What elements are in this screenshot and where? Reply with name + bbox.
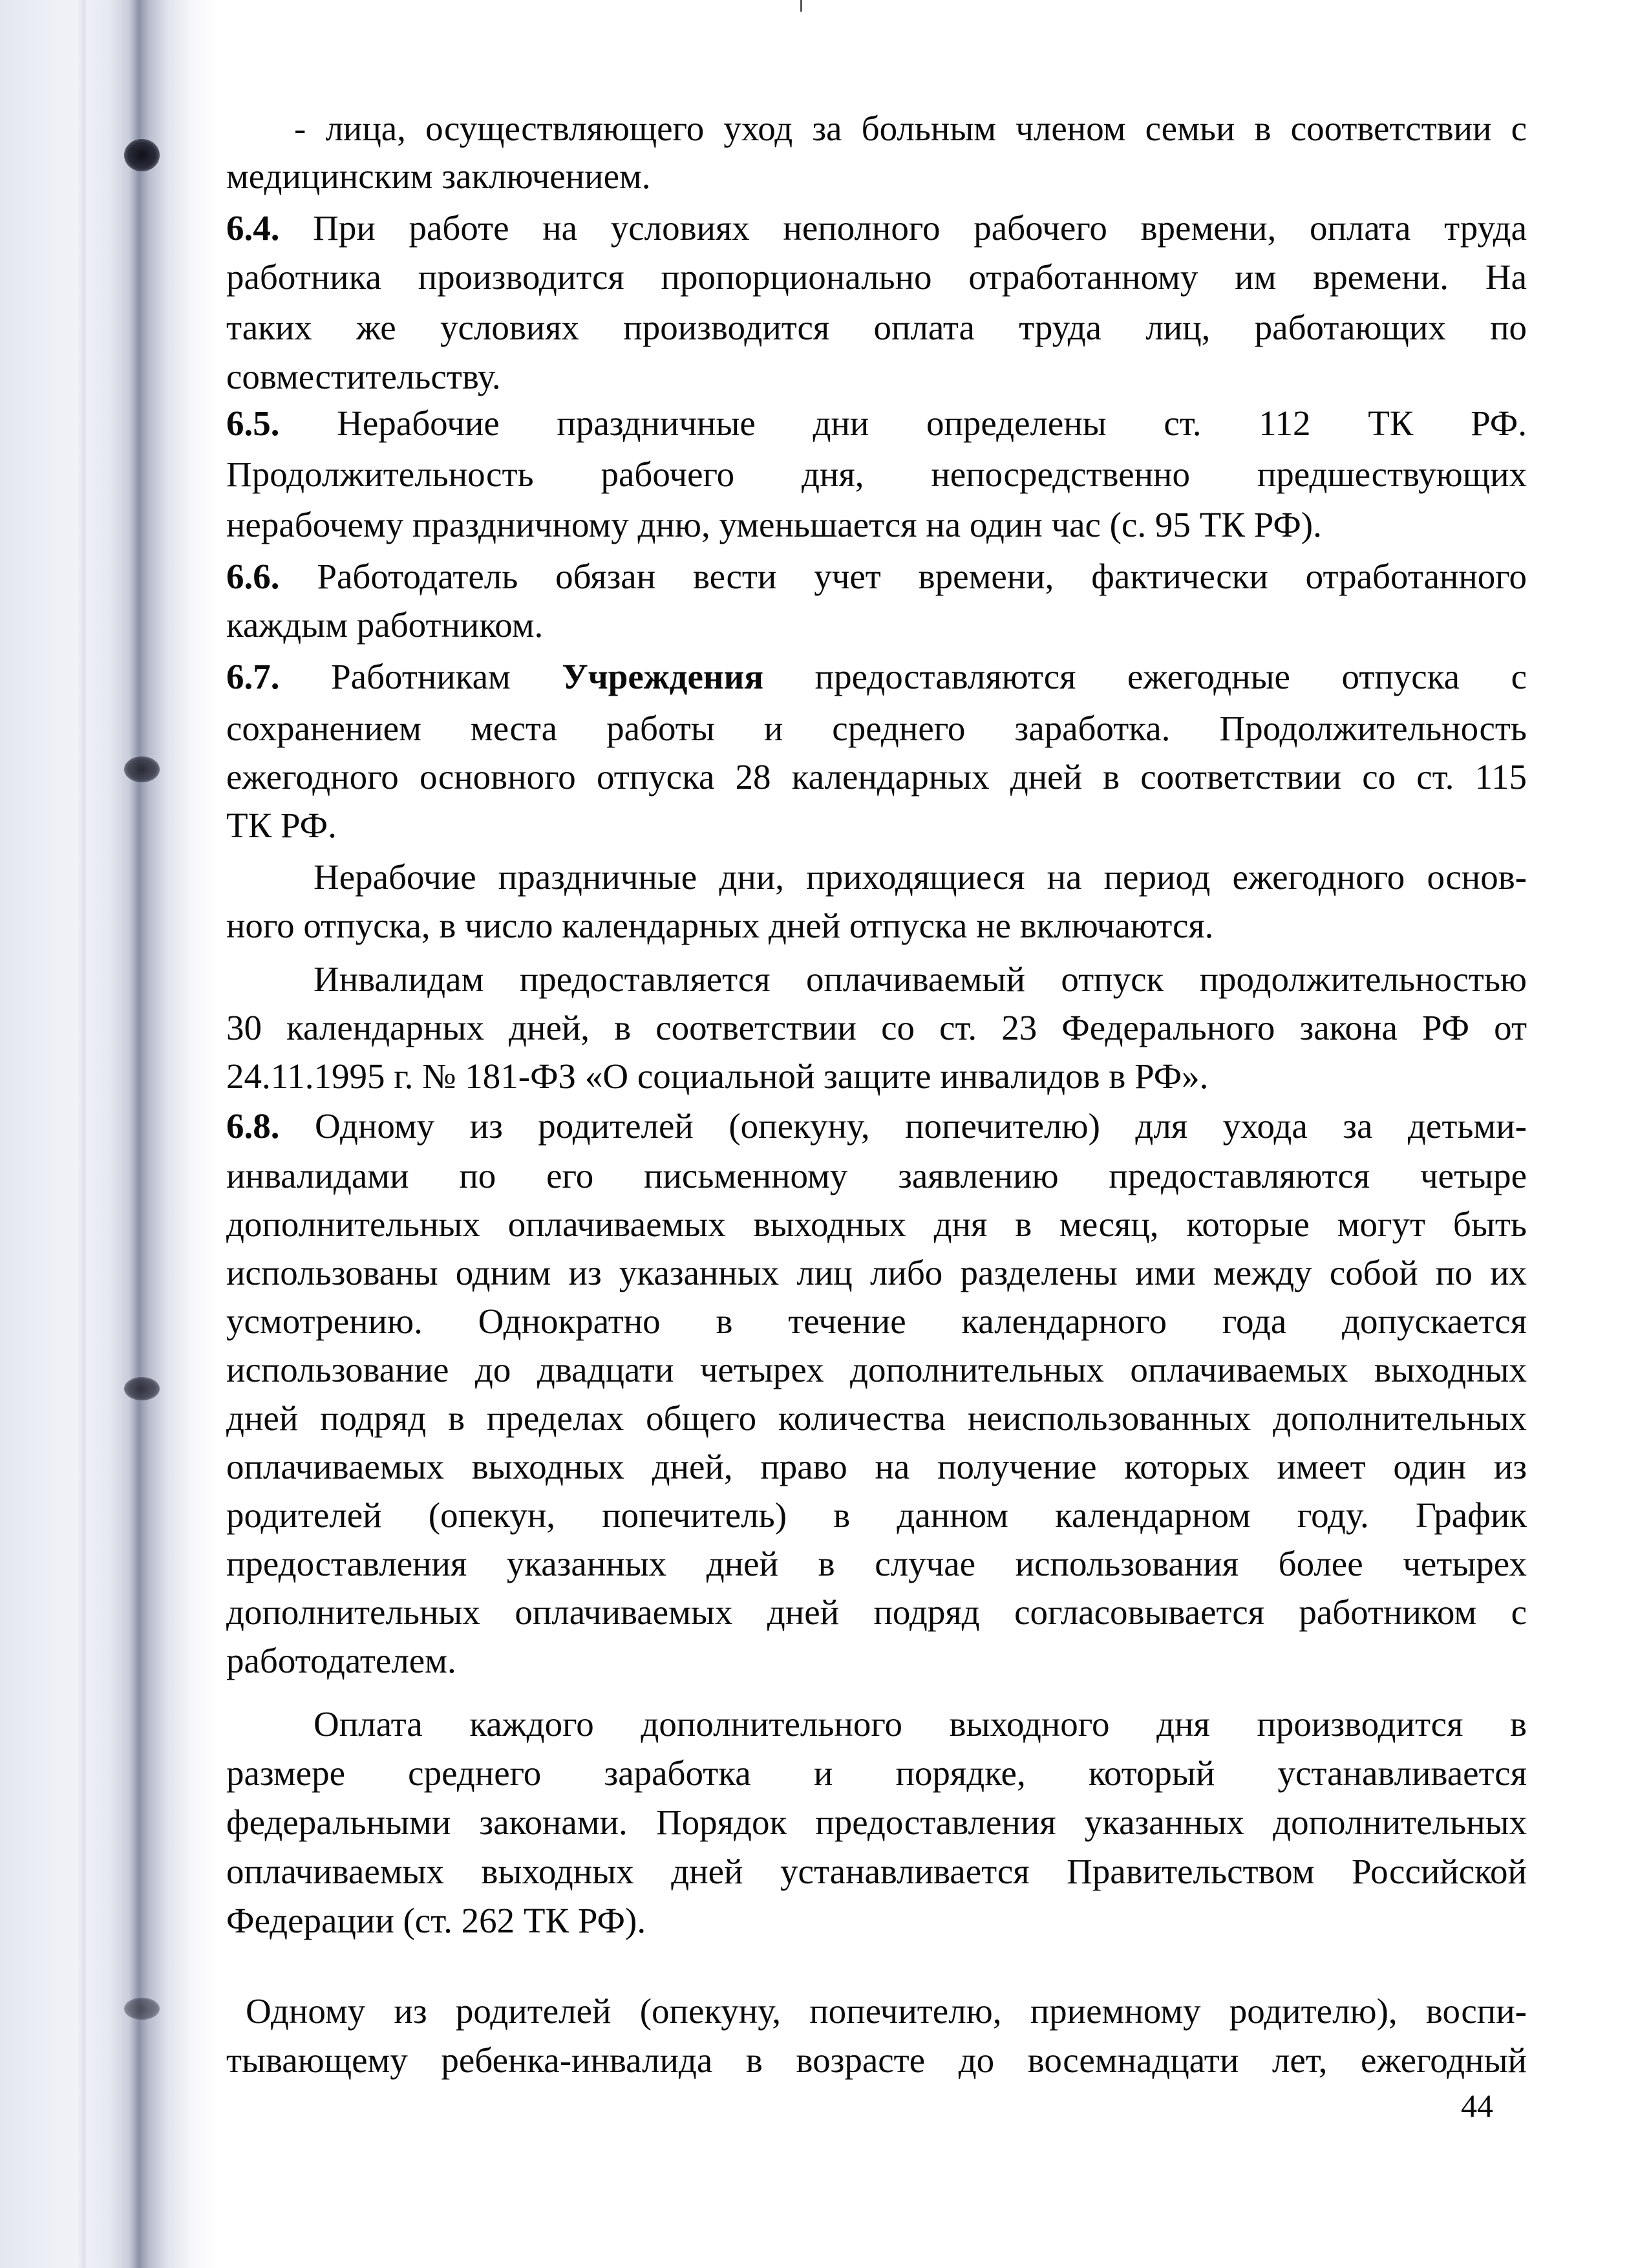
text-line: Федерации (ст. 262 ТК РФ). [226, 1901, 646, 1940]
text-line: ежегодного основного отпуска 28 календарных дней в соответствии со ст. 115 [226, 757, 1527, 797]
text-line: дней подряд в пределах общего количества неиспользованных дополнительных [226, 1398, 1527, 1438]
clause-6-4: 6.4. При работе на условиях неполного рабочего времени, оплата труда [226, 208, 1527, 248]
text-line: использование до двадцати четырех дополнительных оплачиваемых выходных [226, 1350, 1527, 1389]
clause-number: 6.6. [226, 557, 280, 596]
clause-6-7: 6.7. Работникам Учреждения предоставляются ежегодные отпуска с [226, 657, 1527, 696]
text-line: Продолжительность рабочего дня, непосредственно предшествующих [226, 455, 1527, 494]
text-line: инвалидами по его письменному заявлению предоставляются четыре [226, 1156, 1527, 1195]
clause-6-5: 6.5. Нерабочие праздничные дни определены ст. 112 ТК РФ. [226, 403, 1527, 443]
clause-number: 6.7. [226, 657, 280, 696]
text-line: Инвалидам предоставляется оплачиваемый отпуск продолжительностью [314, 959, 1527, 999]
text-line: Нерабочие праздничные дни, приходящиеся на период ежегодного основ- [314, 857, 1527, 897]
clause-6-6: 6.6. Работодатель обязан вести учет времени, фактически отработанного [226, 557, 1527, 596]
text-line: использованы одним из указанных лиц либо разделены ими между собой по их [226, 1253, 1527, 1292]
text-line: ного отпуска, в число календарных дней отпуска не включаются. [226, 906, 1214, 945]
binder-hole-mark [124, 139, 160, 171]
binder-hole-mark [124, 1377, 160, 1400]
text-line: - лица, осуществляющего уход за больным членом семьи в соответствии с [294, 109, 1527, 148]
text-line: нерабочему праздничному дню, уменьшается на один час (с. 95 ТК РФ). [226, 505, 1322, 544]
text-line: совместительству. [226, 357, 501, 396]
text-line: оплачиваемых выходных дней, право на получение которых имеет один из [226, 1447, 1527, 1486]
text-line: 30 календарных дней, в соответствии со ст. 23 Федерального закона РФ от [226, 1008, 1527, 1047]
text-line: тывающему ребенка-инвалида в возрасте до восемнадцати лет, ежегодный [226, 2040, 1527, 2080]
text-line: 24.11.1995 г. № 181-ФЗ «О социальной защите инвалидов в РФ». [226, 1056, 1209, 1096]
text-line: работника производится пропорционально отработанному им времени. На [226, 257, 1527, 297]
text-line: родителей (опекун, попечитель) в данном календарном году. График [226, 1495, 1527, 1535]
text-line: Оплата каждого дополнительного выходного дня производится в [314, 1704, 1527, 1744]
scan-mark [800, 0, 802, 12]
text-line: таких же условиях производится оплата труда лиц, работающих по [226, 308, 1527, 347]
text-line: предоставления указанных дней в случае использования более четырех [226, 1544, 1527, 1583]
text-line: каждым работником. [226, 605, 544, 645]
binder-hole-mark [124, 1998, 160, 2020]
clause-number: 6.8. [226, 1106, 280, 1146]
text-line: работодателем. [226, 1641, 456, 1680]
text-line: сохранением места работы и среднего заработка. Продолжительность [226, 709, 1527, 748]
text-line: Одному из родителей (опекуну, попечителю, приемному родителю), воспи- [246, 1991, 1527, 2031]
text-line: дополнительных оплачиваемых выходных дня в месяц, которые могут быть [226, 1204, 1527, 1244]
clause-number: 6.4. [226, 208, 280, 248]
page-number: 44 [1461, 2088, 1493, 2124]
text-line: дополнительных оплачиваемых дней подряд согласовывается работником с [226, 1592, 1527, 1632]
clause-number: 6.5. [226, 403, 280, 443]
text-line: усмотрению. Однократно в течение календарного года допускается [226, 1301, 1527, 1341]
clause-6-8: 6.8. Одному из родителей (опекуну, попечителю) для ухода за детьми- [226, 1106, 1527, 1146]
binder-hole-mark [124, 756, 160, 782]
institution-term: Учреждения [562, 657, 764, 696]
text-line: медицинским заключением. [226, 156, 651, 196]
text-line: оплачиваемых выходных дней устанавливается Правительством Российской [226, 1852, 1527, 1891]
text-line: размере среднего заработка и порядке, который устанавливается [226, 1753, 1527, 1793]
text-line: ТК РФ. [226, 806, 337, 845]
text-line: федеральными законами. Порядок предоставления указанных дополнительных [226, 1803, 1527, 1842]
